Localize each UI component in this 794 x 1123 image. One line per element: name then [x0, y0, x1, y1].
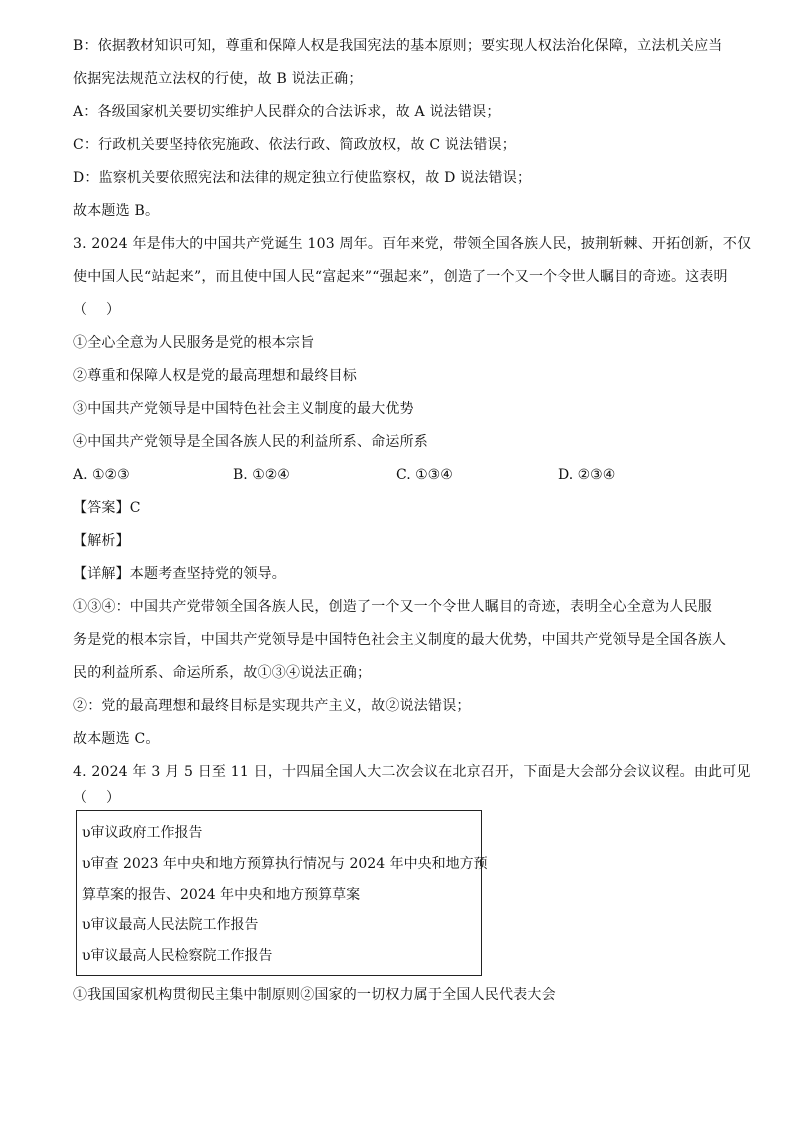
- agenda-item: υ审议政府工作报告: [82, 825, 203, 841]
- q3-explanation-line-4: ②：党的最高理想和最终目标是实现共产主义，故②说法错误；: [73, 698, 471, 714]
- prev-conclusion: 故本题选 B。: [73, 203, 160, 219]
- explanation-b-line-1: B：依据教材知识可知，尊重和保障人权是我国宪法的基本原则；要实现人权法治化保障，立法机关应当: [73, 38, 723, 54]
- q4-stem-line-1: 4. 2024 年 3 月 5 日至 11 日，十四届全国人大二次会议在北京召开，下面是大会部分会议议程。由此可见: [73, 764, 751, 780]
- q3-explanation-line-1: ①③④：中国共产党带领全国各族人民，创造了一个又一个令世人瞩目的奇迹，表明全心全意为人民服: [73, 599, 712, 615]
- agenda-item: υ审查 2023 年中央和地方预算执行情况与 2024 年中央和地方预: [82, 856, 488, 872]
- q3-blank: （ ）: [73, 302, 121, 318]
- q3-option-b: B. ①②④: [233, 467, 290, 483]
- explanation-d-line: D：监察机关要依照宪法和法律的规定独立行使监察权，故 D 说法错误；: [73, 170, 532, 186]
- agenda-item: υ审议最高人民法院工作报告: [82, 917, 259, 933]
- agenda-item: υ审议最高人民检察院工作报告: [82, 948, 273, 964]
- q4-agenda-box: [76, 810, 488, 976]
- q3-stem-line-1: 3. 2024 年是伟大的中国共产党诞生 103 周年。百年来党，带领全国各族人民，披荆斩棘、开拓创新，不仅: [73, 236, 752, 252]
- q3-stem-line-2: 使中国人民“站起来”，而且使中国人民“富起来”“强起来”，创造了一个又一个令世人瞩目的奇迹。这表明: [73, 269, 728, 285]
- q3-statement-2: ②尊重和保障人权是党的最高理想和最终目标: [73, 368, 357, 384]
- explanation-a-line: A：各级国家机关要切实维护人民群众的合法诉求，故 A 说法错误；: [73, 104, 501, 120]
- q3-option-d: D. ②③④: [558, 467, 616, 483]
- q3-statement-1: ①全心全意为人民服务是党的根本宗旨: [73, 335, 315, 351]
- q4-statement-line: ①我国国家机构贯彻民主集中制原则②国家的一切权力属于全国人民代表大会: [73, 987, 556, 1003]
- q3-statement-4: ④中国共产党领导是全国各族人民的利益所系、命运所系: [73, 434, 428, 450]
- q3-detail: 【详解】本题考查坚持党的领导。: [73, 566, 286, 582]
- q3-answer: 【答案】C: [73, 500, 141, 516]
- q3-explanation-line-2: 务是党的根本宗旨，中国共产党领导是中国特色社会主义制度的最大优势，中国共产党领导是全国各族人: [73, 632, 727, 648]
- q3-option-c: C. ①③④: [396, 467, 453, 483]
- q3-explanation-line-3: 民的利益所系、命运所系，故①③④说法正确；: [73, 665, 372, 681]
- q3-conclusion: 故本题选 C。: [73, 731, 160, 747]
- agenda-item: 算草案的报告、2024 年中央和地方预算草案: [82, 887, 361, 903]
- q3-statement-3: ③中国共产党领导是中国特色社会主义制度的最大优势: [73, 401, 414, 417]
- explanation-b-line-2: 依据宪法规范立法权的行使，故 B 说法正确；: [73, 71, 363, 87]
- q4-blank: （ ）: [73, 790, 121, 806]
- explanation-c-line: C：行政机关要坚持依宪施政、依法行政、简政放权，故 C 说法错误；: [73, 137, 516, 153]
- q3-option-a: A. ①②③: [73, 467, 130, 483]
- q3-analysis-label: 【解析】: [73, 533, 130, 549]
